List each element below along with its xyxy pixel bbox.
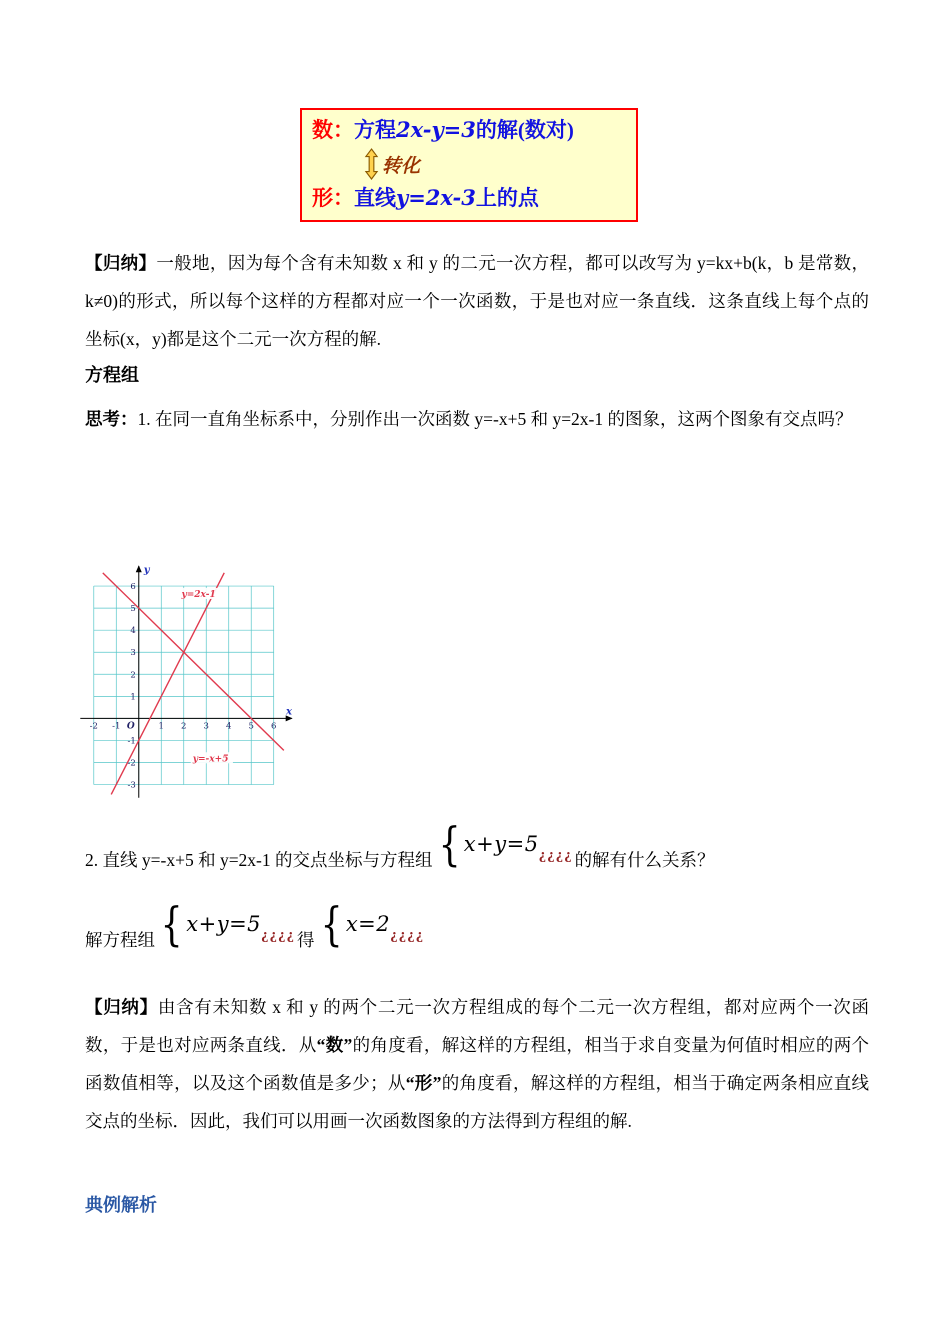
equation-body: x+y=5	[463, 832, 539, 856]
shape-text-post: 上的点	[475, 186, 539, 210]
svg-text:-2: -2	[127, 758, 136, 769]
svg-text:3: 3	[130, 648, 136, 659]
equation-2x-y-3: 2x-y=3	[396, 117, 476, 142]
guina-paragraph-1	[85, 244, 869, 358]
svg-text:3: 3	[203, 721, 209, 732]
concept-box	[300, 108, 638, 222]
solve-mid: 得	[297, 930, 315, 950]
sikao-text: 1. 在同一直角坐标系中，分别作出一次函数 y=-x+5 和 y=2x-1 的图象，这两个图象有交点吗？	[137, 409, 853, 429]
svg-text:4: 4	[130, 626, 136, 637]
coordinate-plane-svg	[78, 564, 294, 800]
equation-solution: { x=2¿¿¿¿	[320, 897, 425, 951]
guina-paragraph-2	[85, 988, 869, 1140]
equation-body: x+y=5	[186, 912, 262, 936]
svg-text:2: 2	[130, 670, 136, 681]
equation-artifact: ¿¿¿¿	[261, 927, 296, 943]
section-heading-fangchengzu: 方程组	[85, 365, 139, 385]
svg-text:-3: -3	[127, 780, 136, 791]
guina2-seg2: 的角度看，解这样的方程组，相当于求自变量为何值时相应的两个函数值相等，以及这个函数值是多少；从	[85, 1035, 870, 1093]
updown-double-arrow-icon	[364, 147, 379, 181]
equation-y-2x-3: y=2x-3	[396, 185, 476, 210]
concept-box-number-line	[312, 115, 626, 145]
svg-text:6: 6	[271, 721, 277, 732]
guina2-seg1: 由含有未知数 x 和 y 的两个二元一次方程组成的每个二元一次方程组，都对应两个一次函数，于是也对应两条直线．从	[85, 997, 870, 1055]
question-2-prefix: 2. 直线 y=-x+5 和 y=2x-1 的交点坐标与方程组	[85, 850, 433, 870]
number-text-post: 的解(数对)	[475, 118, 574, 142]
transform-label: 转化	[382, 155, 421, 177]
concept-box-transform-row	[364, 146, 626, 182]
svg-text:-1: -1	[127, 736, 136, 747]
solve-paragraph	[85, 897, 869, 961]
concept-box-shape-line	[312, 183, 626, 213]
guina2-shu-bold: “数”	[316, 1035, 353, 1055]
shape-text-pre: 直线	[354, 186, 396, 210]
equation-artifact: ¿¿¿¿	[390, 927, 425, 943]
sikao-paragraph	[85, 400, 869, 438]
guina2-seg3: 的角度看，解这样的方程组，相当于确定两条相应直线交点的坐标．因此，我们可以用画一次函数图象的方法得到方程组的解.	[85, 1073, 870, 1131]
equation-system-2: { x+y=5¿¿¿¿	[160, 897, 296, 951]
svg-text:4: 4	[226, 721, 232, 732]
shape-label: 形：	[312, 186, 354, 210]
coordinate-graph	[78, 564, 294, 800]
solve-prefix: 解方程组	[85, 930, 155, 950]
number-text-pre: 方程	[354, 118, 396, 142]
number-label: 数：	[312, 118, 354, 142]
guina-tag-2: 【归纳】	[85, 997, 158, 1017]
svg-text:x: x	[285, 706, 292, 718]
heading-dianli-jiexi: 典例解析	[85, 1195, 157, 1215]
svg-text:y=2x-1: y=2x-1	[181, 589, 216, 600]
svg-text:5: 5	[248, 721, 254, 732]
sikao-label: 思考：	[85, 409, 138, 429]
svg-text:y: y	[143, 565, 150, 577]
equation-body: x=2	[345, 912, 391, 936]
guina-tag-1: 【归纳】	[85, 253, 157, 273]
svg-text:6: 6	[130, 582, 136, 593]
svg-text:y=-x+5: y=-x+5	[192, 754, 229, 765]
svg-text:5: 5	[130, 604, 136, 615]
question-2-paragraph	[85, 817, 869, 881]
question-2-suffix: 的解有什么关系？	[574, 850, 715, 870]
svg-text:1: 1	[158, 721, 164, 732]
guina-text-1: 一般地，因为每个含有未知数 x 和 y 的二元一次方程，都可以改写为 y=kx+b(k，b 是常数，k≠0)的形式，所以每个这样的方程都对应一个一次函数，于是也对应一条直线．这条直线上每个点的坐标(x，y)都是这个二元一次方程的解.	[85, 253, 869, 349]
svg-text:-2: -2	[89, 721, 98, 732]
svg-text:-1: -1	[112, 721, 121, 732]
svg-text:1: 1	[130, 692, 136, 703]
guina2-xing-bold: “形”	[405, 1073, 442, 1093]
svg-text:O: O	[126, 721, 135, 732]
equation-system-1: { x+y=5¿¿¿¿	[438, 817, 573, 871]
svg-text:2: 2	[181, 721, 187, 732]
equation-artifact: ¿¿¿¿	[538, 847, 573, 863]
